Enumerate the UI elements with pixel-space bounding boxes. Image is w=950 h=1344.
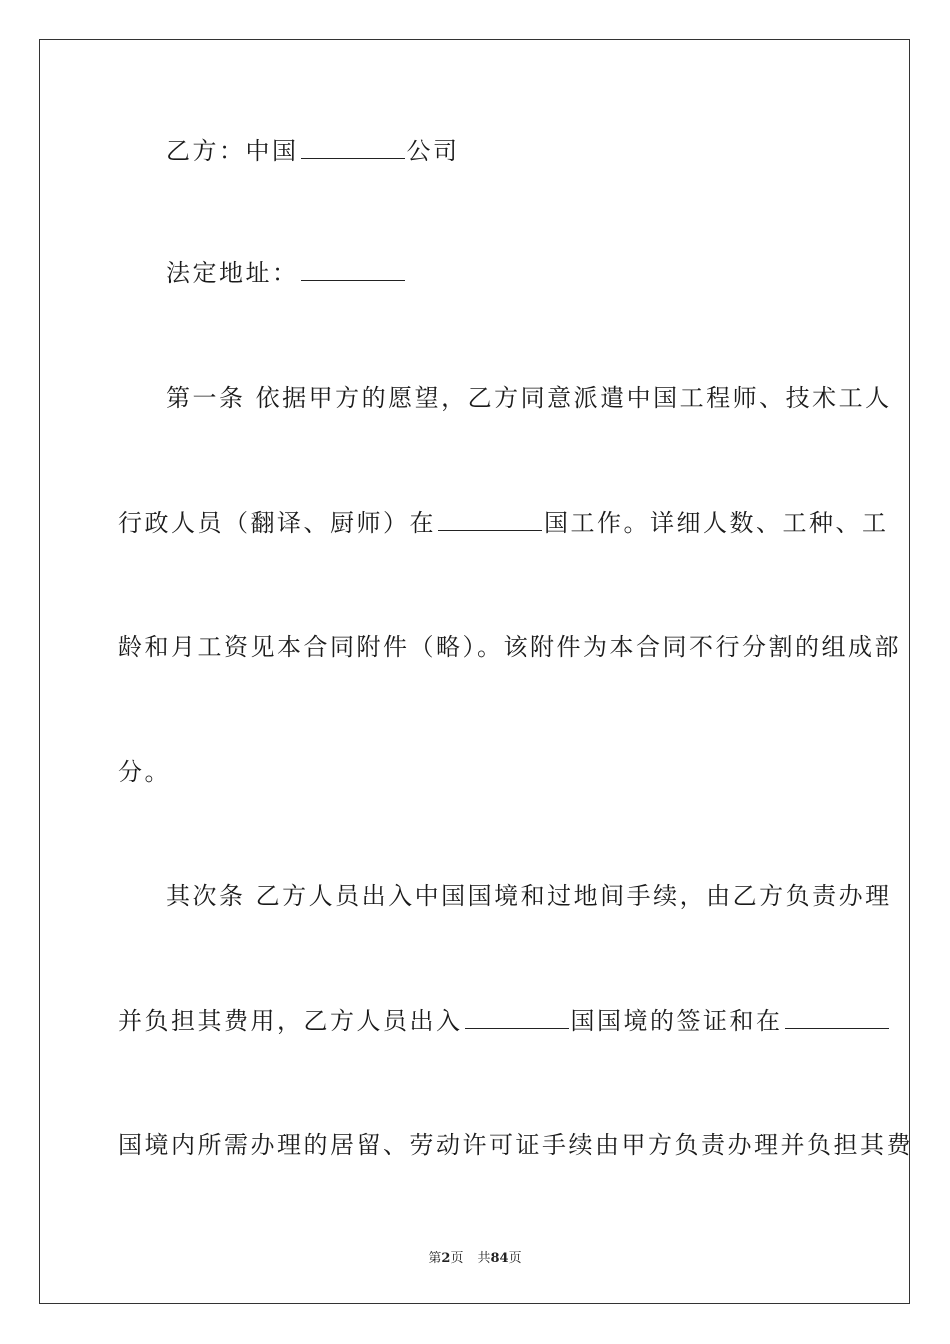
page-total: 84 <box>490 1251 509 1266</box>
total-suffix: 页 <box>508 1251 522 1266</box>
article2-country-blank-1[interactable] <box>465 1006 569 1029</box>
legal-address-label: 法定地址： <box>166 259 299 287</box>
article2-line2-b: 国国境的签证和在 <box>570 1007 783 1035</box>
page-footer <box>0 1247 950 1266</box>
article2-line3: 国境内所需办理的居留、劳动许可证手续由甲方负责办理并负担其费 <box>118 1131 913 1159</box>
article1-line2-a: 行政人员（翻译、厨师）在 <box>118 509 436 537</box>
article1-line3: 龄和月工资见本合同附件（略）。该附件为本合同不行分割的组成部 <box>118 633 901 661</box>
party-b-line <box>166 136 834 166</box>
legal-address-blank[interactable] <box>301 258 405 281</box>
article1-country-blank[interactable] <box>438 508 542 531</box>
page-prefix: 第 <box>428 1251 442 1266</box>
article2-line2 <box>118 1006 834 1036</box>
article1-line4: 分。 <box>118 758 171 786</box>
article2-line1: 其次条 乙方人员出入中国国境和过地间手续，由乙方负责办理 <box>166 882 892 910</box>
article1-line1: 第一条 依据甲方的愿望，乙方同意派遣中国工程师、技术工人 <box>166 384 892 412</box>
article1-line2-b: 国工作。详细人数、工种、工 <box>544 509 889 537</box>
party-b-suffix: 公司 <box>406 137 460 165</box>
article2-country-blank-2[interactable] <box>785 1006 889 1029</box>
page-current: 2 <box>441 1251 451 1266</box>
party-b-prefix: 乙方：中国 <box>166 137 299 165</box>
article2-line2-a: 并负担其费用，乙方人员出入 <box>118 1007 463 1035</box>
party-b-blank[interactable] <box>301 136 405 159</box>
page-suffix: 页 <box>450 1251 464 1266</box>
legal-address-line <box>166 258 834 288</box>
article1-line2 <box>118 508 889 538</box>
page-border <box>39 39 913 1304</box>
total-prefix: 共 <box>477 1251 491 1266</box>
